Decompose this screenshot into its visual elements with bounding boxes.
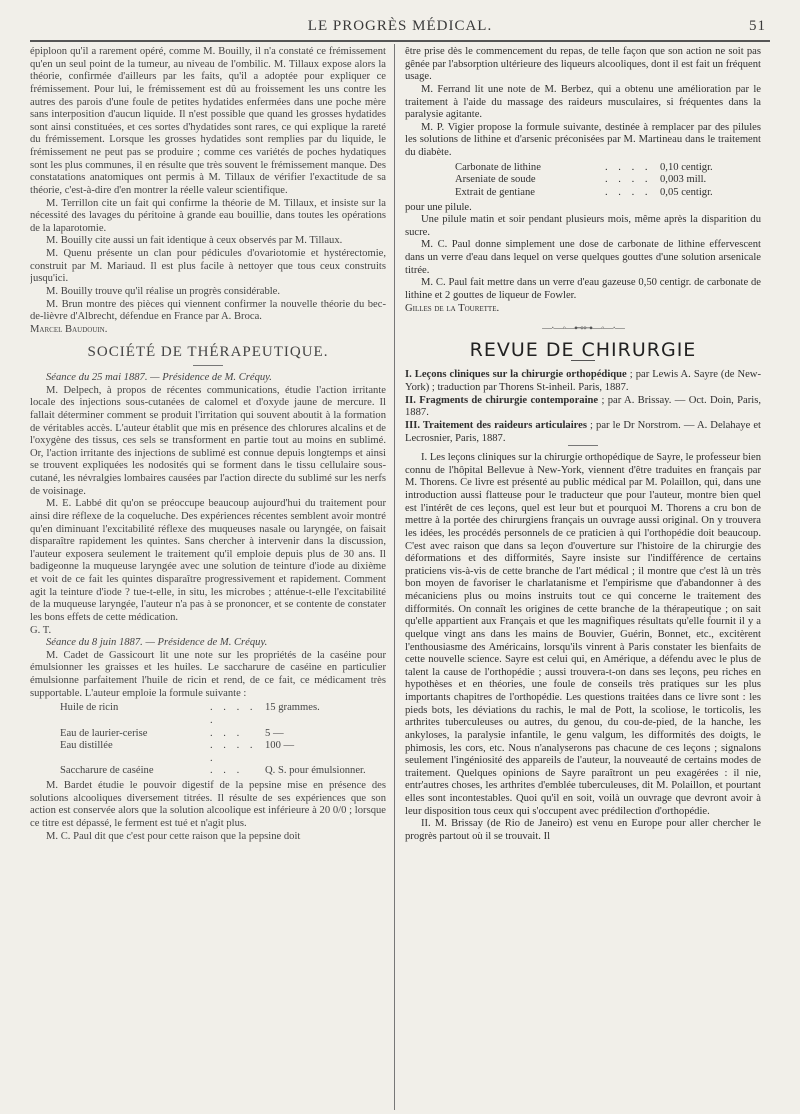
left-column <box>30 46 386 1108</box>
paragraph: M. C. Paul fait mettre dans un verre d'eau gazeuse 0,50 centigr. de carbonate de lithine et 2 gouttes de liqueur de Fowler. <box>405 277 761 301</box>
paragraph: M. Cadet de Gassicourt lit une note sur les propriétés de la caséine pour émulsionner les graisses et les huiles. Le saccharure de caséine en particulier émulsionne parfaitement l'huile de ricin et rend, de ce fait, ce médicament très supportable. L'auteur emploie la formule suivante : <box>30 649 386 699</box>
bibliography-item: II. Fragments de chirurgie contemporaine ; par A. Brissay. — Oct. Doin, Paris, 1887. <box>405 394 761 419</box>
bibliography-item: III. Traitement des raideurs articulaires ; par le Dr Norstrom. — A. Delahaye et Lecrosnier, Paris, 1887. <box>405 419 761 444</box>
section-rule <box>193 365 223 366</box>
paragraph: M. C. Paul donne simplement une dose de carbonate de lithine effervescent dans un verre d'eau dans lequel on verse quelques gouttes d'une solution arsenicale titrée. <box>405 239 761 276</box>
paragraph: M. C. Paul dit que c'est pour cette raison que la pepsine doit <box>46 830 301 842</box>
seance-heading: Séance du 25 mai 1887. — Présidence de M. Créquy. <box>46 372 272 383</box>
paragraph: M. E. Labbé dit qu'on se préoccupe beaucoup aujourd'hui du traitement pour ainsi dire réflexe de la coqueluche. Des expériences récentes semblent avoir montré qu'en diminuant l'excitabilité réflexe des muqueuses nasale ou laryngée, on faisait disparaître rapidement les quintes. Sans chercher à intervenir dans la discussion, l'auteur exposera seulement le traitement qu'il emploie depuis plus de 30 ans. Il badigeonne la muqueuse laryngée avec une solution de teinture d'iode au dixième et voit de ce fait les quintes disparaître progressivement et rapidement. Comment agit la teinture d'iode ? tue-t-elle, in situ, les microbes ; atténue-t-elle l'excitabilité de la muqueuse laryngée, l'auteur n'a pas à se prononcer, et se contente de constater les bons effets de cette médication. <box>30 498 386 623</box>
section-heading: REVUE DE CHIRURGIE <box>469 338 697 361</box>
paragraph: M. Brun montre des pièces qui viennent confirmer la nouvelle théorie du bec-de-lièvre d'Albrecht, défendue en France par A. Broca. <box>30 298 386 323</box>
right-column <box>405 46 761 1108</box>
formula-table <box>60 702 386 778</box>
formula-row: Huile de ricin . . . . . 15 grammes. <box>60 702 320 726</box>
paragraph: M. Quenu présente un clan pour pédicules d'ovariotomie et hystérectomie, construit par M. Mariaud. Il est plus facile à nettoyer que tous ceux construits jusqu'ici. <box>30 248 386 285</box>
formula-row: Extrait de gentiane . . . . 0,05 centigr. <box>455 186 713 198</box>
journal-title: LE PROGRÈS MÉDICAL. <box>307 18 493 34</box>
paragraph: M. Bardet étudie le pouvoir digestif de la pepsine mise en présence des solutions alcooliques diversement titrées. Il résulte de ses expériences que son action est conservée alors que la solution alcoolique est inférieure à 20 0/0 ; lorsque ce titre est dépassé, le ferment est tué et n'agit plus. <box>30 780 386 829</box>
formula-row: Eau distillée . . . . . 100 — <box>60 740 295 764</box>
ornament-divider: —·—◦—⊷⊶—◦—·— <box>542 323 624 335</box>
formula-table <box>455 162 761 200</box>
formula-row: Saccharure de caséine . . . Q. S. pour émulsionner. <box>60 765 366 777</box>
seance-heading: Séance du 8 juin 1887. — Présidence de M. Créquy. <box>46 637 268 649</box>
signature: Marcel Baudouin. <box>30 323 108 335</box>
paragraph: I. Les leçons cliniques sur la chirurgie orthopédique de Sayre, le professeur bien connu de l'hôpital Bellevue à New-York, viennent d'être traduites en français par M. Thorens. Ce livre est présenté au public médical par M. Polaillon, qui, dans une introduction aussi flatteuse pour le traducteur que pour l'auteur, montre bien quel est l'intérêt de ces leçons, quel est leur but et pourquoi M. Thorens a cru bon de mettre à la portée des chirurgiens français un ouvrage aussi original. On y trouvera les idées, les procédés personnels de ce praticien à qui l'orthopédie doit beaucoup. C'est avec raison que dans sa leçon d'ouverture sur l'histoire de la chirurgie des déformations et des difformités, Sayre insiste sur l'indifférence de certains praticiens vis-à-vis de cette branche de l'art médical ; il montre que c'est là un très bon moyen de favoriser le charlatanisme et l'empirisme que d'abandonner à des mécaniciens plus ou moins instruits tout ce qui concerne le traitement des difformités. On connaît les origines de cette branche de la thérapeutique ; on sait qu'elle appartient aux Français et que les magnifiques résultats qu'elle fournit il y a quelque vingt ans dans les mains de Bouvier, Guérin, Bonnet, etc., excitèrent l'enthousiasme des Américains, lorsqu'ils vinrent à Paris constater les bienfaits de cette nouvelle science. Sayre est celui qui, en Amérique, a défendu avec le plus de talent la cause de l'orthopédie ; aussi trouvera-t-on dans ses leçons, peu riches en hypothèses et en théories, une foule de conseils très pratiques sur les plus importants chapitres de l'orthopédie. Les questions traitées dans ce livre sont : les pieds bots, les déviations du rachis, le mal de Pott, la scoliose, le torticolis, les arthrites tuberculeuses ou autres, du genou, du cou-de-pied, de la hanche, les ankyloses, la paralysie infantile, le genu valgum, les difformités des doigts, le phimosis, les cors, etc. Nous n'analyserons pas chacune de ces leçons ; signalons seulement l'ingéniosité des appareils de l'auteur, la nouveauté de certains modes de traitement. Quelques opinions de Sayre paraîtront un peu exagérées : il nie, entr'autres choses, les arthrites d'emblée tuberculeuses, dit M. Polaillon, et pourtant elles sont incontestables. Quoi qu'il en soit, voilà un ouvrage que devront avoir à leur disposition tous ceux qui s'occupent avec prédilection d'orthopédie. <box>405 452 761 817</box>
paragraph: II. M. Brissay (de Rio de Janeiro) est venu en Europe pour aller chercher le progrès partout où il se trouvait. Il <box>405 818 761 842</box>
page-header <box>30 16 770 38</box>
column-divider <box>394 44 395 1110</box>
bibliography-item: I. Leçons cliniques sur la chirurgie orthopédique ; par Lewis A. Sayre (de New-York) ; traduction par Thorens St-inheil. Paris, 1887. <box>405 369 761 393</box>
formula-row: Eau de laurier-cerise . . . 5 — <box>60 727 284 739</box>
formula-row: Arseniate de soude . . . . 0,003 mill. <box>455 174 707 186</box>
paragraph: pour une pilule. <box>405 201 472 213</box>
paragraph: Une pilule matin et soir pendant plusieurs mois, même après la disparition du sucre. <box>405 214 761 238</box>
paragraph: M. Terrillon cite un fait qui confirme la théorie de M. Tillaux, et insiste sur la nécessité des lavages du péritoine à grande eau bouillie, dans toutes les opérations de la laparotomie. <box>30 197 386 234</box>
section-heading: SOCIÉTÉ DE THÉRAPEUTIQUE. <box>87 344 329 361</box>
paragraph: M. Bouilly trouve qu'il réalise un progrès considérable. <box>46 285 281 297</box>
signature: Gilles de la Tourette. <box>405 302 500 314</box>
header-rule <box>30 40 770 42</box>
paragraph: M. Bouilly cite aussi un fait identique à ceux observés par M. Tillaux. <box>46 235 343 247</box>
paragraph: M. P. Vigier propose la formule suivante, destinée à remplacer par des pilules les solutions de lithine et d'arsenic préconisées par M. Martineau dans le traitement du diabète. <box>405 121 761 158</box>
page-number: 51 <box>749 18 766 34</box>
formula-row: Carbonate de lithine . . . . 0,10 centigr. <box>455 161 713 173</box>
paragraph: M. Delpech, à propos de récentes communications, étudie l'action irritante locale des injections sous-cutanées de calomel et d'oxyde jaune de mercure. Il fallait déterminer comment se produit l'irritation qui souvent aboutit à la formation de véritables accès. L'auteur établit que mis en présence des chlorures alcalins et de l'oxygène des tissus, ces sels se transforment en partie tout au moins en sublimé. Or, l'action irritante des injections de sublimé est connue depuis longtemps et ainsi se trouvent expliquées les nodosités qui se forment dans le tissu cellulaire sous-cutané, les névralgies lombaires causées par l'action directe du sublimé sur les nerfs de voisinage. <box>30 384 386 497</box>
signature: G. T. <box>30 624 52 636</box>
section-rule <box>568 445 598 446</box>
paragraph: épiploon qu'il a rarement opéré, comme M. Bouilly, il n'a constaté ce frémissement qu'en un seul point de la tumeur, au niveau de l'ombilic. M. Tillaux expose alors la théorie, confirmée d'ailleurs par les faits, qu'il a adoptée pour expliquer ce frémissement. Pour lui, le frémissement est dû au froissement les uns contre les autres des parois d'une foule de petites hydatides enfermées dans une poche mère sans interposition d'aucun liquide. Il n'est possible que quand les grosses hydatides sont ainsi constituées, et ces sortes d'hydatides sont rares, ce qui explique la rareté du frémissement. Lorsque les grosses hydatides sont remplies par du liquide, le frémissement ne peut pas se produire ; comme ces variétés de poches hydatiques sont les plus communes, il en résulte que très souvent le frémissement manque. Des constatations anatomiques ont permis à M. Tillaux de vérifier l'exactitude de sa théorie, c'est-à-dire d'en montrer la réelle valeur scientifique. <box>30 46 386 196</box>
paragraph: M. Ferrand lit une note de M. Berbez, qui a obtenu une amélioration par le traitement à l'aide du massage des raideurs musculaires, si fréquentes dans la paralysie agitante. <box>405 83 761 121</box>
paragraph: être prise dès le commencement du repas, de telle façon que son action ne soit pas gênée par l'absorption ultérieure des liqueurs alcooliques, dont il est fait un fréquent usage. <box>405 46 761 83</box>
